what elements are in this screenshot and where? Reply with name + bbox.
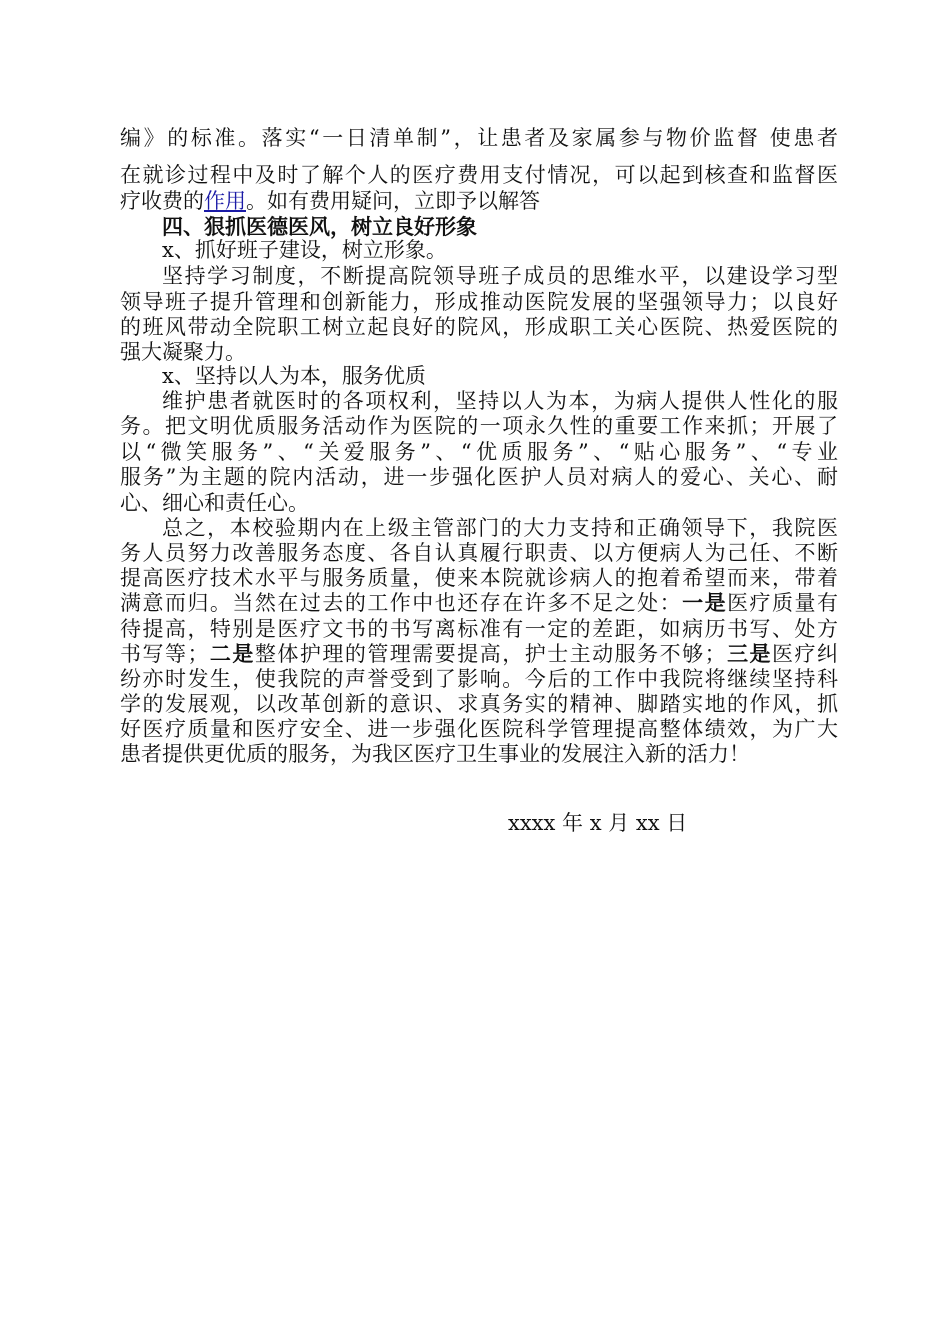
text-line: 领导班子提升管理和创新能力，形成推动医院发展的坚强领导力；以良好 xyxy=(120,290,838,314)
subheading: x、抓好班子建设，树立形象。 xyxy=(162,238,447,262)
text-line: 心、细心和责任心。 xyxy=(120,491,309,515)
text-line: 待提高，特别是医疗文书的书写离标准有一定的差距，如病历书写、处方 xyxy=(120,617,838,641)
subheading: x、坚持以人为本，服务优质 xyxy=(162,364,426,388)
text-line: 以“微笑服务”、“关爱服务”、“优质服务”、“贴心服务”、“专业 xyxy=(120,440,838,464)
text-line: 学的发展观，以改革创新的意识、求真务实的精神、脚踏实地的作风，抓 xyxy=(120,692,838,716)
text-line: 在就诊过程中及时了解个人的医疗费用支付情况，可以起到核查和监督医 xyxy=(120,163,838,187)
text-line: 总之，本校验期内在上级主管部门的大力支持和正确领导下，我院医 xyxy=(162,516,838,540)
document-date: xxxx 年 x 月 xx 日 xyxy=(508,811,688,835)
text-line: 务。把文明优质服务活动作为医院的一项永久性的重要工作来抓；开展了 xyxy=(120,414,838,438)
text-line: 服务”为主题的院内活动，进一步强化医护人员对病人的爱心、关心、耐 xyxy=(120,465,838,489)
text-line: 患者提供更优质的服务，为我区医疗卫生事业的发展注入新的活力！ xyxy=(120,742,750,766)
text-span: 整体护理的管理需要提高，护士主动服务不够； xyxy=(254,642,726,666)
usage-link[interactable]: 作用 xyxy=(204,189,246,213)
text-span: 医疗质量有 xyxy=(727,591,839,615)
text-span: 医疗纠 xyxy=(772,642,839,666)
text-line: 纷亦时发生，使我院的声誉受到了影响。今后的工作中我院将继续坚持科 xyxy=(120,667,838,691)
section-heading: 四、狠抓医德医风，树立良好形象 xyxy=(162,214,477,239)
text-line: 坚持学习制度，不断提高院领导班子成员的思维水平，以建设学习型 xyxy=(162,264,838,288)
emphasis: 三是 xyxy=(725,641,773,666)
text-line: 的班风带动全院职工树立起良好的院风，形成职工关心医院、热爱医院的 xyxy=(120,315,838,339)
text-line: 强大凝聚力。 xyxy=(120,340,246,364)
text-line: 编》的标准。落实“一日清单制”，让患者及家属参与物价监督 使患者 xyxy=(120,126,838,150)
emphasis: 二是 xyxy=(208,641,255,666)
text-span: 疗收费的 xyxy=(120,189,204,213)
text-span: 满意而归。当然在过去的工作中也还存在许多不足之处： xyxy=(120,591,683,615)
text-line: 好医疗质量和医疗安全、进一步强化医院科学管理提高整体绩效，为广大 xyxy=(120,717,838,741)
text-span: 。如有费用疑问，立即予以解答 xyxy=(246,189,540,213)
text-line: 提高医疗技术水平与服务质量，使来本院就诊病人的抱着希望而来，带着 xyxy=(120,566,838,590)
text-line: 维护患者就医时的各项权利，坚持以人为本，为病人提供人性化的服 xyxy=(162,389,838,413)
text-span: 书写等； xyxy=(120,642,209,666)
text-line: 务人员努力改善服务态度、各自认真履行职责、以方便病人为己任、不断 xyxy=(120,541,838,565)
emphasis: 一是 xyxy=(682,590,728,615)
